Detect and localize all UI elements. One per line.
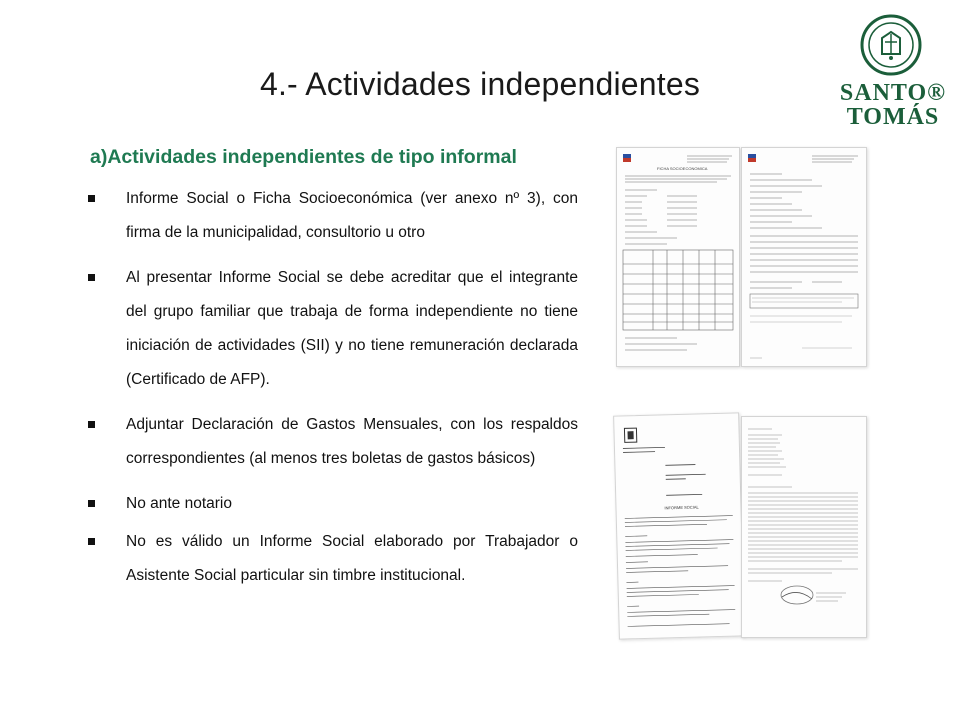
list-item-text: No es válido un Informe Social elaborado por Trabajador o Asistente Social particular sin timbre institucional.: [126, 533, 578, 584]
doc-heading: INFORME SOCIAL: [664, 504, 699, 511]
logo-text-line1: SANTO®: [839, 80, 947, 106]
doc-heading: FICHA SOCIOECONOMICA: [657, 166, 708, 171]
slide-title: 4.- Actividades independientes: [259, 66, 701, 102]
square-bullet-icon: [88, 195, 95, 202]
list-item: [88, 261, 578, 397]
list-item-text: Adjuntar Declaración de Gastos Mensuales, con los respaldos correspondientes (al menos tres boletas de gastos básicos): [126, 416, 578, 467]
seal-icon: [860, 14, 922, 76]
list-item-text: Informe Social o Ficha Socioeconómica (ver anexo nº 3), con firma de la municipalidad, consultorio u otro: [126, 190, 578, 241]
document-image-ficha-page1: [616, 147, 740, 367]
square-bullet-icon: [88, 538, 95, 545]
list-item-text: No ante notario: [126, 495, 232, 512]
document-image-informe-social: [613, 412, 745, 639]
square-bullet-icon: [88, 500, 95, 507]
list-item: [88, 408, 578, 476]
list-item-text: Al presentar Informe Social se debe acreditar que el integrante del grupo familiar que trabaja de forma independiente no tiene iniciación de actividades (SII) y no tiene remuneración declarada (Certificado de AFP).: [126, 269, 578, 388]
list-item: [88, 487, 578, 521]
square-bullet-icon: [88, 421, 95, 428]
logo-text-line2: TOMÁS: [846, 104, 940, 130]
document-image-informe-social-page2: [741, 416, 867, 638]
requirements-list: [88, 182, 578, 604]
list-item: [88, 525, 578, 593]
square-bullet-icon: [88, 274, 95, 281]
section-subtitle: a)Actividades independientes de tipo informal: [90, 146, 517, 168]
list-item: [88, 182, 578, 250]
document-image-ficha-page2: [741, 147, 867, 367]
santo-tomas-logo: [838, 14, 948, 132]
